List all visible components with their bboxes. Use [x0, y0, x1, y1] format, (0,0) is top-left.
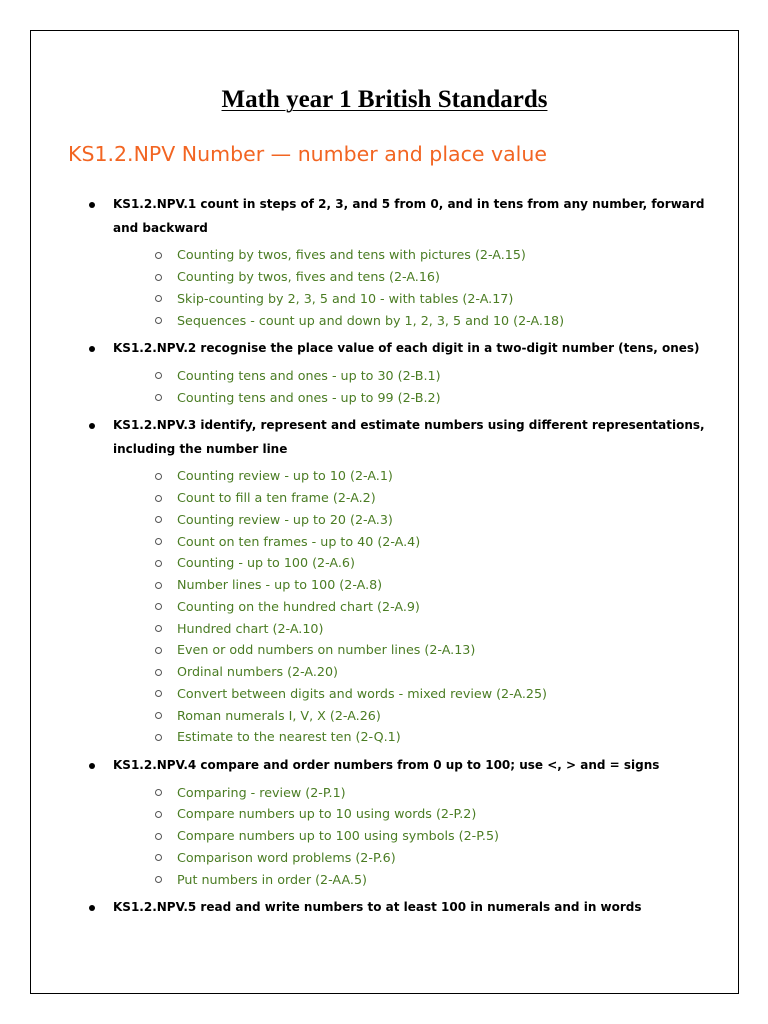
circle-bullet-icon — [155, 690, 162, 697]
skill-text: Sequences - count up and down by 1, 2, 3, 5 and 10 (2-A.18) — [177, 312, 565, 328]
circle-bullet-icon — [155, 625, 162, 632]
skill-text: Compare numbers up to 100 using symbols (2-P.5) — [177, 828, 499, 843]
skill-text: Hundred chart (2-A.10) — [177, 620, 324, 636]
circle-bullet-icon — [155, 560, 162, 567]
circle-bullet-icon — [155, 603, 162, 610]
circle-bullet-icon — [155, 252, 162, 259]
skill-item — [177, 310, 708, 332]
circle-bullet-icon — [155, 317, 162, 324]
skill-text: Skip-counting by 2, 3, 5 and 10 - with tables (2-A.17) — [177, 290, 514, 306]
standard-item — [113, 337, 708, 408]
skill-text: Counting review - up to 20 (2-A.3) — [177, 511, 393, 527]
circle-bullet-icon — [155, 811, 162, 818]
circle-bullet-icon — [155, 473, 162, 480]
skill-item — [177, 365, 708, 387]
circle-bullet-icon — [155, 495, 162, 502]
skill-text: Count on ten frames - up to 40 (2-A.4) — [177, 533, 421, 549]
skill-text: Counting by twos, fives and tens with pictures (2-A.15) — [177, 247, 526, 263]
circle-bullet-icon — [155, 712, 162, 719]
skill-text: Even or odd numbers on number lines (2-A.13) — [177, 642, 476, 658]
circle-bullet-icon — [155, 833, 162, 840]
skill-item — [177, 552, 708, 574]
skill-item — [177, 487, 708, 509]
skill-item — [177, 847, 708, 869]
standard-item — [113, 896, 708, 920]
circle-bullet-icon — [155, 394, 162, 401]
standard-item — [113, 754, 708, 890]
skill-text: Counting review - up to 10 (2-A.1) — [177, 468, 393, 484]
skill-item — [177, 596, 708, 618]
skill-item — [177, 803, 708, 825]
skill-item — [177, 683, 708, 705]
skill-item — [177, 782, 708, 804]
skill-item — [177, 574, 708, 596]
skill-text: Count to fill a ten frame (2-A.2) — [177, 490, 376, 505]
section-heading: KS1.2.NPV Number — number and place value — [68, 142, 547, 166]
standard-text: KS1.2.NPV.2 recognise the place value of each digit in a two-digit number (tens, ones) — [113, 341, 700, 356]
skill-item — [177, 465, 708, 487]
skill-text: Counting - up to 100 (2-A.6) — [177, 555, 355, 571]
skill-text: Counting tens and ones - up to 30 (2-B.1) — [177, 367, 441, 383]
skill-text: Compare numbers up to 10 using words (2-P.2) — [177, 806, 477, 822]
skill-list — [177, 365, 708, 409]
skill-text: Estimate to the nearest ten (2-Q.1) — [177, 729, 401, 745]
skill-text: Counting on the hundred chart (2-A.9) — [177, 598, 420, 614]
skill-list — [177, 244, 708, 331]
circle-bullet-icon — [155, 538, 162, 545]
skill-text: Put numbers in order (2-AA.5) — [177, 871, 367, 887]
document-title: Math year 1 British Standards — [221, 86, 548, 113]
skill-text: Comparing - review (2-P.1) — [177, 784, 346, 800]
skill-text: Ordinal numbers (2-A.20) — [177, 664, 338, 679]
skill-item — [177, 244, 708, 266]
skill-text: Roman numerals I, V, X (2-A.26) — [177, 707, 381, 723]
skill-item — [177, 618, 708, 640]
skill-item — [177, 639, 708, 661]
standard-text: KS1.2.NPV.5 read and write numbers to at least 100 in numerals and in words — [113, 900, 642, 915]
skill-item — [177, 705, 708, 727]
skill-item — [177, 661, 708, 683]
skill-text: Counting tens and ones - up to 99 (2-B.2) — [177, 389, 441, 405]
standard-item — [113, 193, 708, 331]
skill-item — [177, 266, 708, 288]
skill-text: Counting by twos, fives and tens (2-A.16) — [177, 269, 440, 284]
standards-list — [113, 193, 708, 920]
circle-bullet-icon — [155, 582, 162, 589]
bullet-icon — [89, 763, 95, 769]
skill-list — [177, 465, 708, 748]
standard-text: KS1.2.NPV.3 identify, represent and estimate numbers using different representations, including the number line — [113, 418, 705, 456]
circle-bullet-icon — [155, 876, 162, 883]
skill-list — [177, 782, 708, 891]
skill-text: Comparison word problems (2-P.6) — [177, 849, 396, 865]
skill-item — [177, 825, 708, 847]
circle-bullet-icon — [155, 854, 162, 861]
circle-bullet-icon — [155, 789, 162, 796]
skill-item — [177, 387, 708, 409]
skill-item — [177, 869, 708, 891]
skill-item — [177, 509, 708, 531]
circle-bullet-icon — [155, 295, 162, 302]
circle-bullet-icon — [155, 734, 162, 741]
skill-text: Convert between digits and words - mixed review (2-A.25) — [177, 685, 548, 701]
standard-item — [113, 414, 708, 748]
skill-text: Number lines - up to 100 (2-A.8) — [177, 577, 383, 592]
circle-bullet-icon — [155, 516, 162, 523]
standard-text: KS1.2.NPV.4 compare and order numbers from 0 up to 100; use <, > and = signs — [113, 758, 660, 772]
skill-item — [177, 288, 708, 310]
circle-bullet-icon — [155, 647, 162, 654]
circle-bullet-icon — [155, 274, 162, 281]
circle-bullet-icon — [155, 669, 162, 676]
standard-text: KS1.2.NPV.1 count in steps of 2, 3, and 5 from 0, and in tens from any number, forward and backward — [113, 197, 705, 235]
skill-item — [177, 726, 708, 748]
skill-item — [177, 531, 708, 553]
circle-bullet-icon — [155, 372, 162, 379]
